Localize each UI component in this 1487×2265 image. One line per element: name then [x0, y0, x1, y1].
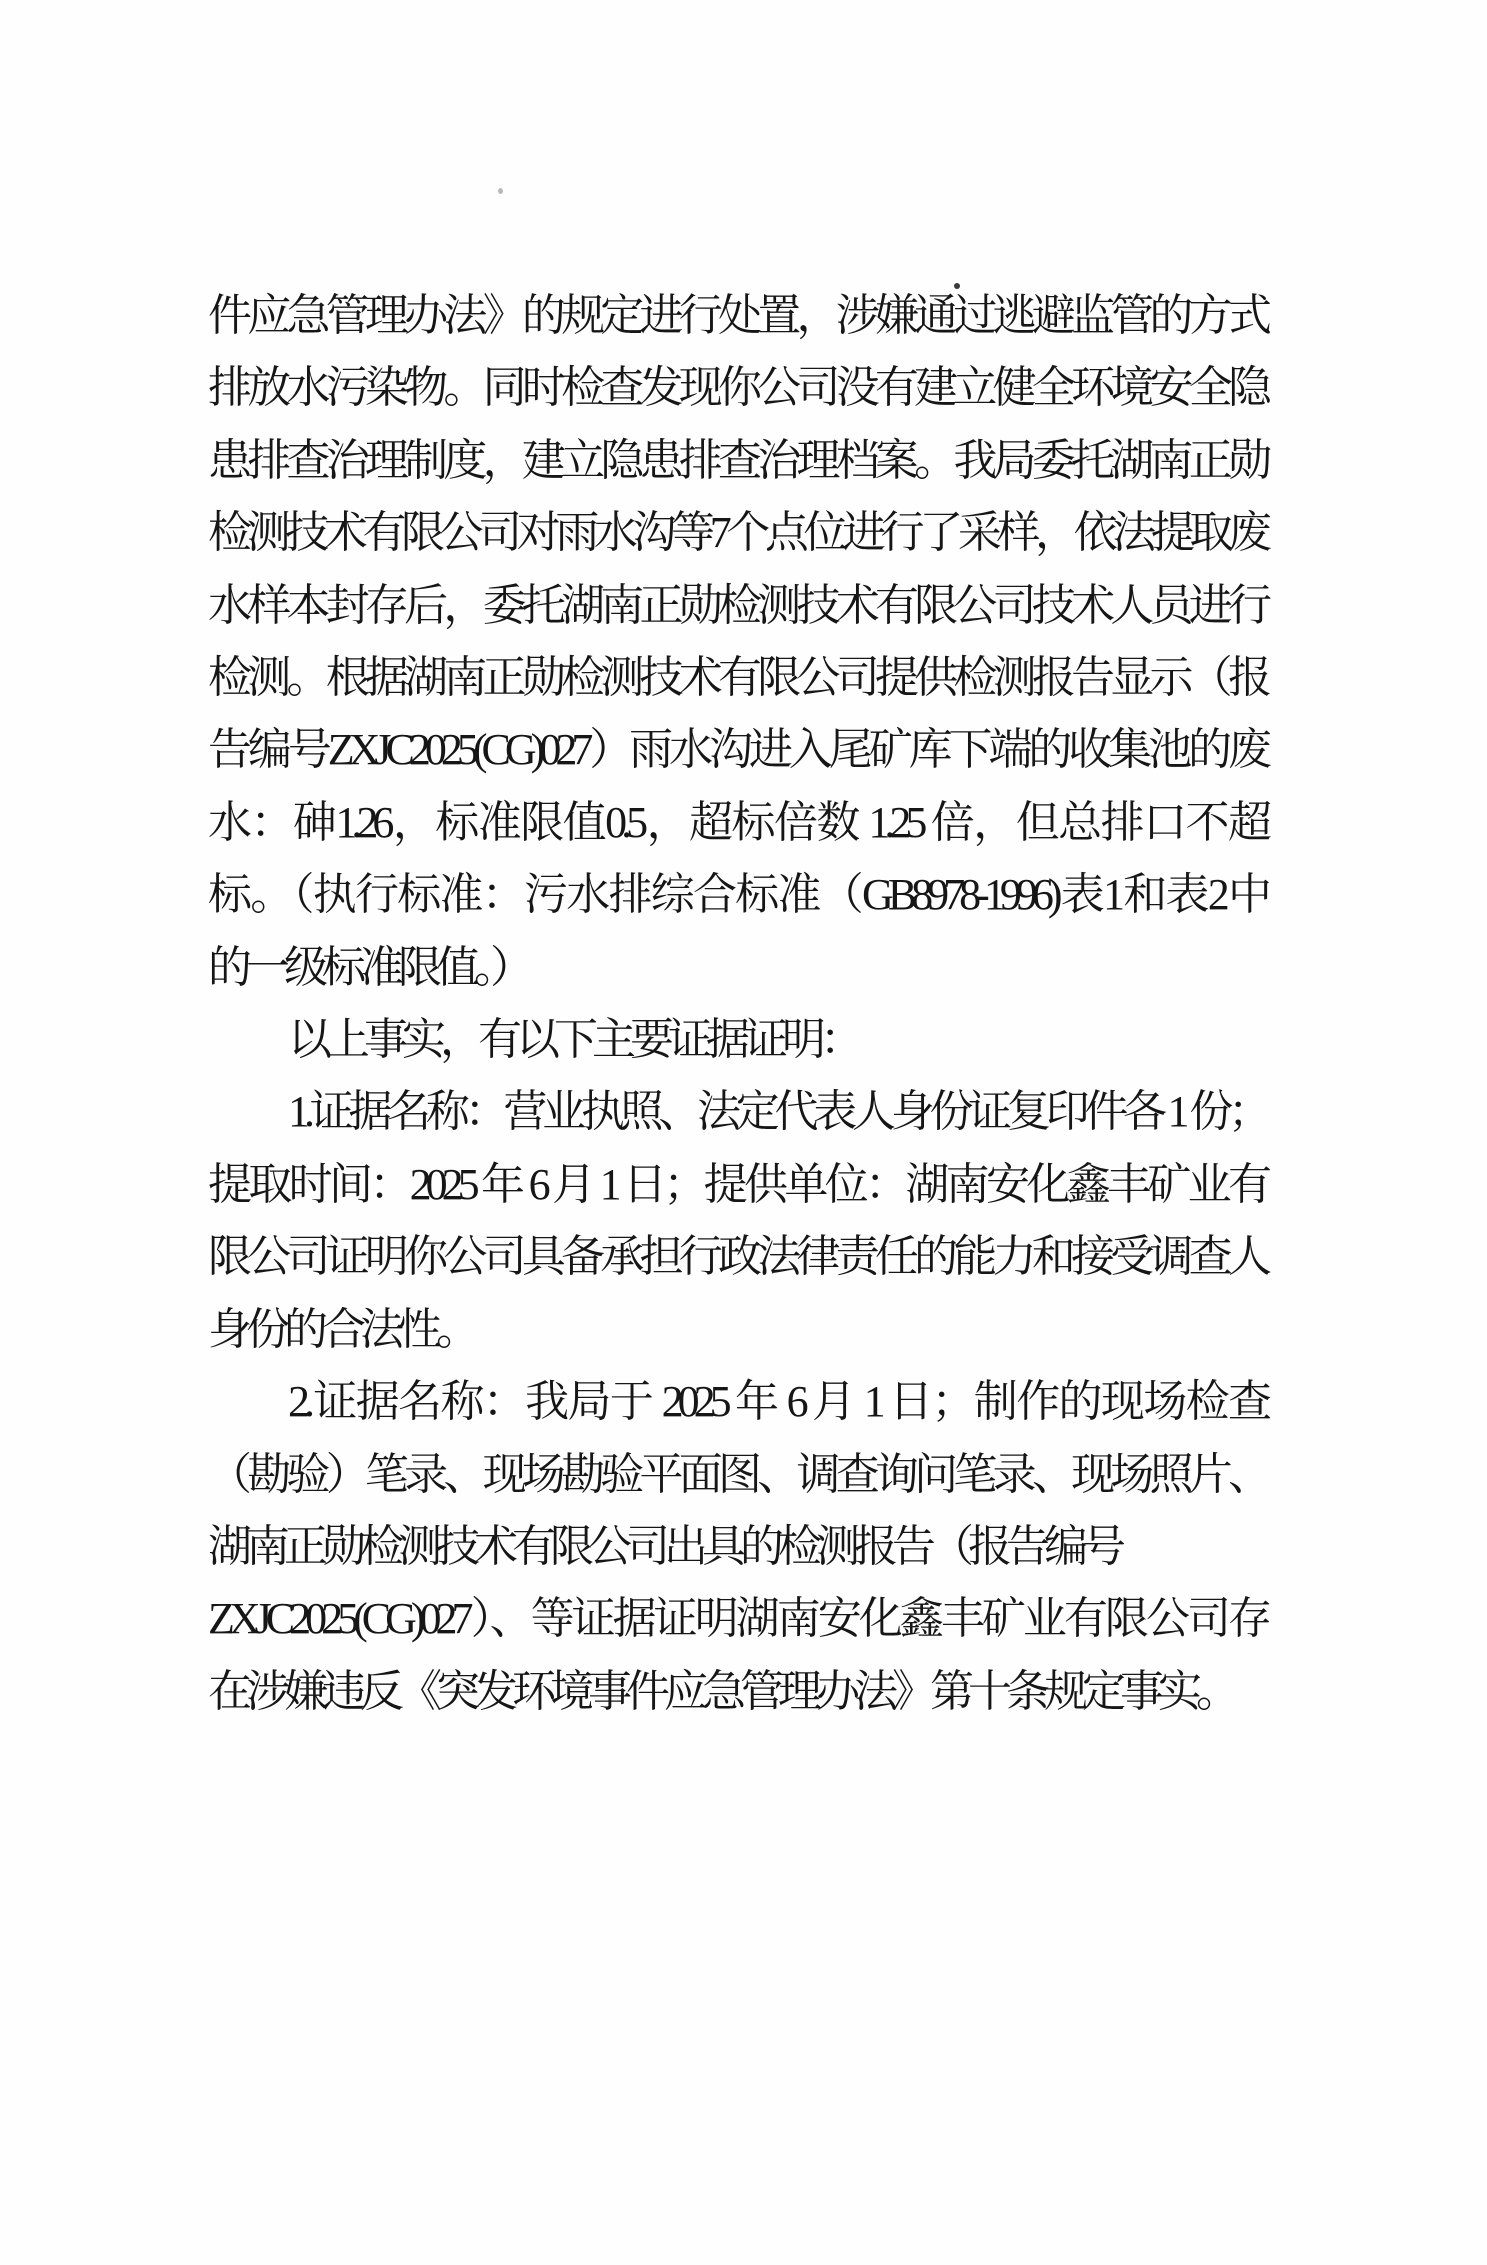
body-line-8: 水：砷1.26，标准限值0.5，超标倍数 1.25 倍，但总排口不超 — [208, 797, 1266, 847]
body-line-1: 件应急管理办法》的规定进行处置，涉嫌通过逃避监管的方式 — [208, 291, 1266, 340]
body-line-11: 以上事实，有以下主要证据证明： — [288, 1015, 858, 1065]
document-body — [208, 280, 1266, 1728]
body-line-12: 1.证据名称：营业执照、法定代表人身份证复印件各 1 份； — [288, 1087, 1266, 1137]
scan-speck-faint — [498, 188, 503, 194]
body-line-2: 排放水污染物。同时检查发现你公司没有建立健全环境安全隐 — [208, 363, 1266, 413]
body-line-17: （勘验）笔录、现场勘验平面图、调查询问笔录、现场照片、 — [208, 1449, 1266, 1499]
body-line-14: 限公司证明你公司具备承担行政法律责任的能力和接受调查人 — [208, 1232, 1266, 1282]
body-line-18: 湖南正勋检测技术有限公司出具的检测报告（报告编号 — [208, 1521, 1120, 1571]
body-line-3: 患排查治理制度，建立隐患排查治理档案。我局委托湖南正勋 — [208, 435, 1266, 485]
body-line-9: 标。（执行标准：污水排综合标准（GB8978-1996)表1和表2中 — [208, 870, 1266, 920]
body-line-4: 检测技术有限公司对雨水沟等7个点位进行了采样，依法提取废 — [208, 508, 1266, 558]
body-line-20: 在涉嫌违反《突发环境事件应急管理办法》第十条规定事实。 — [208, 1666, 1234, 1716]
body-line-10: 的一级标准限值。） — [208, 942, 528, 992]
body-line-15: 身份的合法性。 — [208, 1304, 474, 1354]
body-line-13: 提取时间：2025 年 6 月 1 日；提供单位：湖南安化鑫丰矿业有 — [208, 1159, 1266, 1209]
body-line-5: 水样本封存后，委托湖南正勋检测技术有限公司技术人员进行 — [208, 580, 1266, 630]
body-line-19: ZXJC2025(CG)027）、等证据证明湖南安化鑫丰矿业有限公司存 — [208, 1594, 1266, 1644]
body-line-7: 告编号ZXJC2025(CG)027）雨水沟进入尾矿库下端的收集池的废 — [208, 725, 1266, 775]
body-line-16: 2.证据名称：我局于 2025 年 6 月 1 日；制作的现场检查 — [288, 1377, 1266, 1427]
body-line-6: 检测。根据湖南正勋检测技术有限公司提供检测报告显示（报 — [208, 653, 1266, 703]
